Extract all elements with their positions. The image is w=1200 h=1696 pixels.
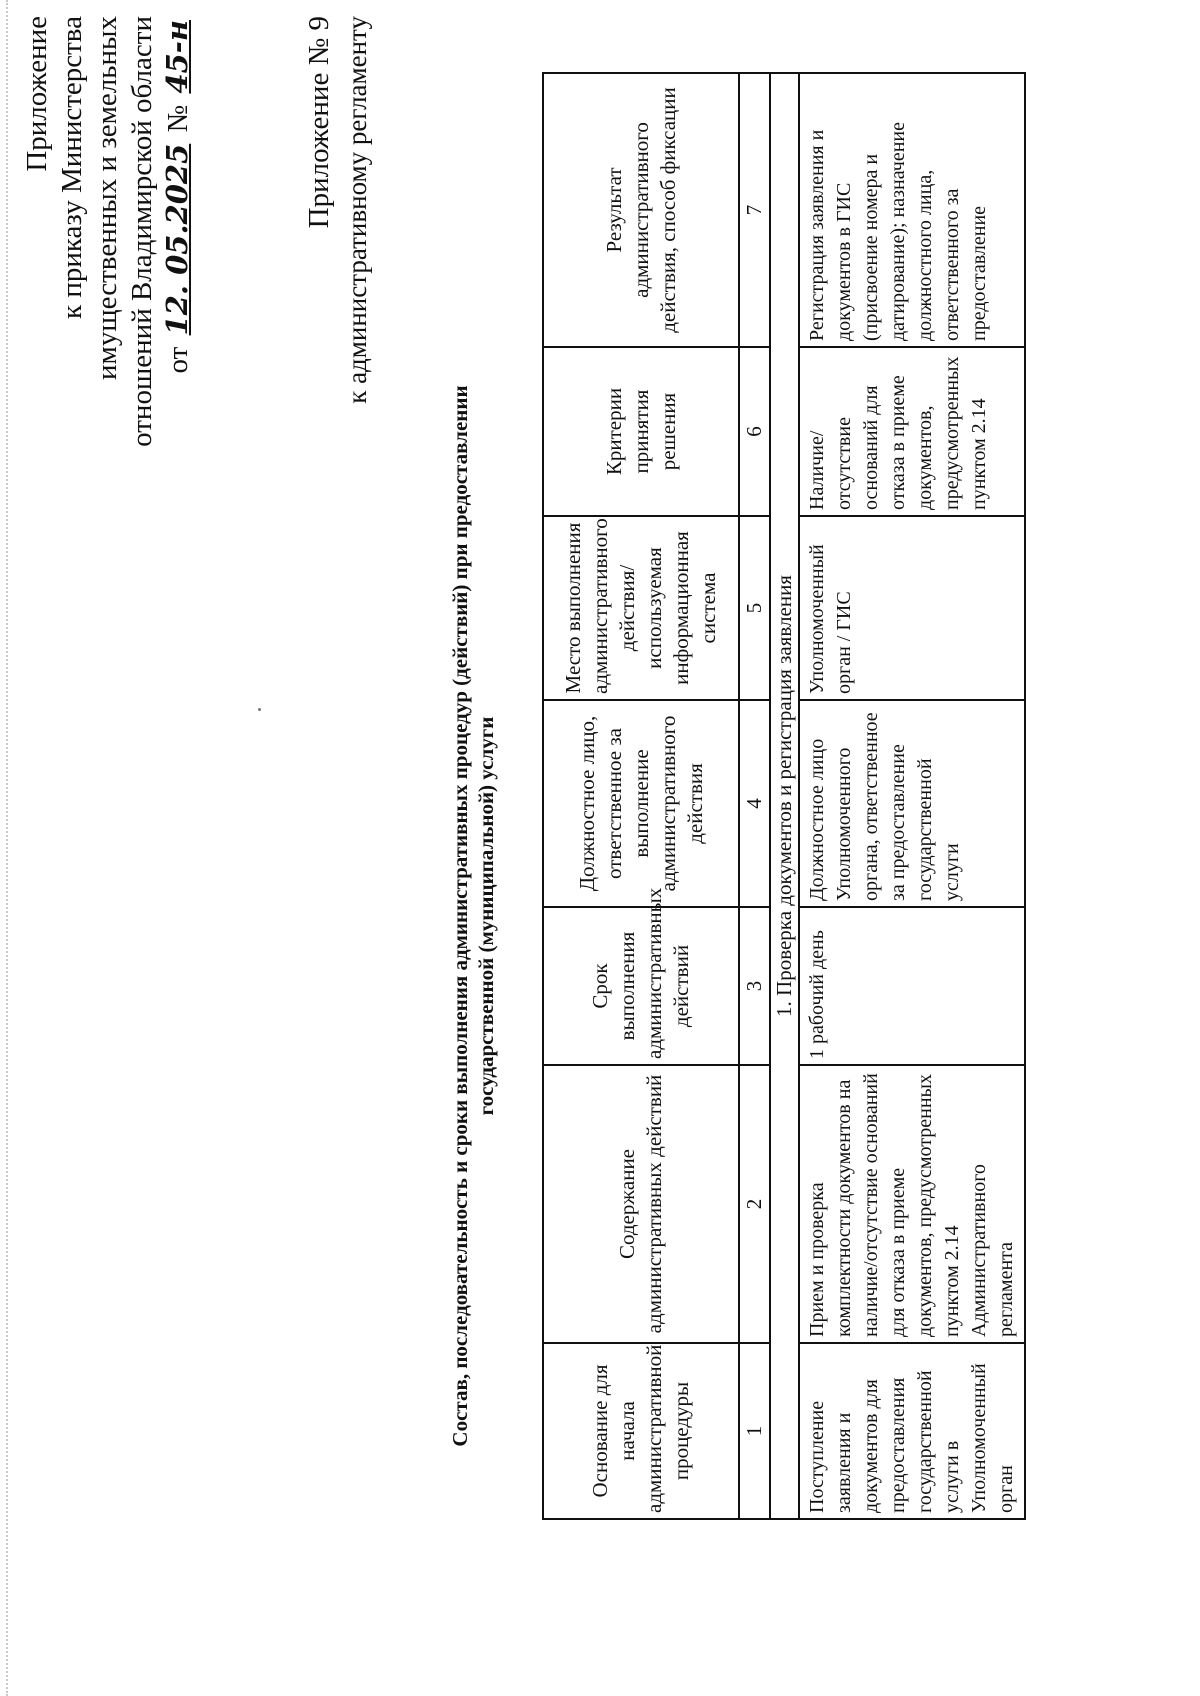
- cell-official: Должностное лицо Уполномоченного органа, ответственное за предоставление государственной услуги: [799, 700, 1025, 907]
- header-cell-result: Результат административного действия, способ фиксации: [543, 73, 739, 347]
- header-cell-term: Срок выполнения административных действий: [543, 907, 739, 1065]
- appendix-line-3: отношений Владимирской области: [126, 16, 158, 447]
- column-number: 7: [739, 73, 770, 347]
- procedures-table: [542, 72, 1026, 1520]
- header-cell-criteria: Критерии принятия решения: [543, 347, 739, 516]
- document-title-line-1: Состав, последовательность и сроки выполнения административных процедур (действий) при предоставлении: [448, 385, 472, 1447]
- cell-content: Прием и проверка комплектности документов на наличие/отсутствие оснований для отказа в приеме документов, предусмотренных пунктом 2.14 Административного регламента: [799, 1065, 1025, 1343]
- column-number: 3: [739, 907, 770, 1065]
- appendix9-block: [300, 16, 376, 716]
- appendix9-title: Приложение № 9: [303, 16, 335, 229]
- header-cell-official: Должностное лицо, ответственное за выполнение административного действия: [543, 700, 739, 907]
- document-title-line-2: государственной (муниципальной) услуги: [474, 716, 498, 1116]
- cell-basis: Поступление заявления и документов для предоставления государственной услуги в Уполномоченный орган: [799, 1343, 1025, 1519]
- appendix-line-2: имущественных и земельных: [91, 16, 123, 381]
- section-row: [770, 73, 799, 1519]
- appendix-line-1: к приказу Министерства: [56, 16, 88, 319]
- appendix-date-line: [160, 16, 196, 876]
- cell-place: Уполномоченный орган / ГИС: [799, 516, 1025, 700]
- column-number: 1: [739, 1343, 770, 1519]
- document-title: [447, 316, 499, 1516]
- column-number: 2: [739, 1065, 770, 1343]
- number-prefix: №: [162, 104, 194, 133]
- column-number: 5: [739, 516, 770, 700]
- column-number: 4: [739, 700, 770, 907]
- appendix-title: Приложение: [21, 16, 53, 172]
- handwritten-number: 45-н: [160, 20, 194, 94]
- header-cell-basis: Основание для начала административной процедуры: [543, 1343, 739, 1519]
- handwritten-date: 12. 05.2025: [160, 143, 194, 336]
- column-number-row: [739, 73, 770, 1519]
- appendix-block: [20, 16, 196, 876]
- cell-criteria: Наличие/отсутствие оснований для отказа в приеме документов, предусмотренных пунктом 2.14: [799, 347, 1025, 516]
- section-title: 1. Проверка документов и регистрация заявления: [770, 73, 799, 1519]
- appendix9-subtitle: к административному регламенту: [342, 16, 372, 404]
- cell-result: Регистрация заявления и документов в ГИС (присвоение номера и датирование); назначение должностного лица, ответственного за предоставление: [799, 73, 1025, 347]
- header-cell-content: Содержание административных действий: [543, 1065, 739, 1343]
- header-cell-place: Место выполнения административного действия/ используемая информационная система: [543, 516, 739, 700]
- date-prefix: от: [162, 346, 194, 374]
- cell-term: 1 рабочий день: [799, 907, 1025, 1065]
- table-row: [799, 73, 1025, 1519]
- table-header-row: [543, 73, 739, 1519]
- column-number: 6: [739, 347, 770, 516]
